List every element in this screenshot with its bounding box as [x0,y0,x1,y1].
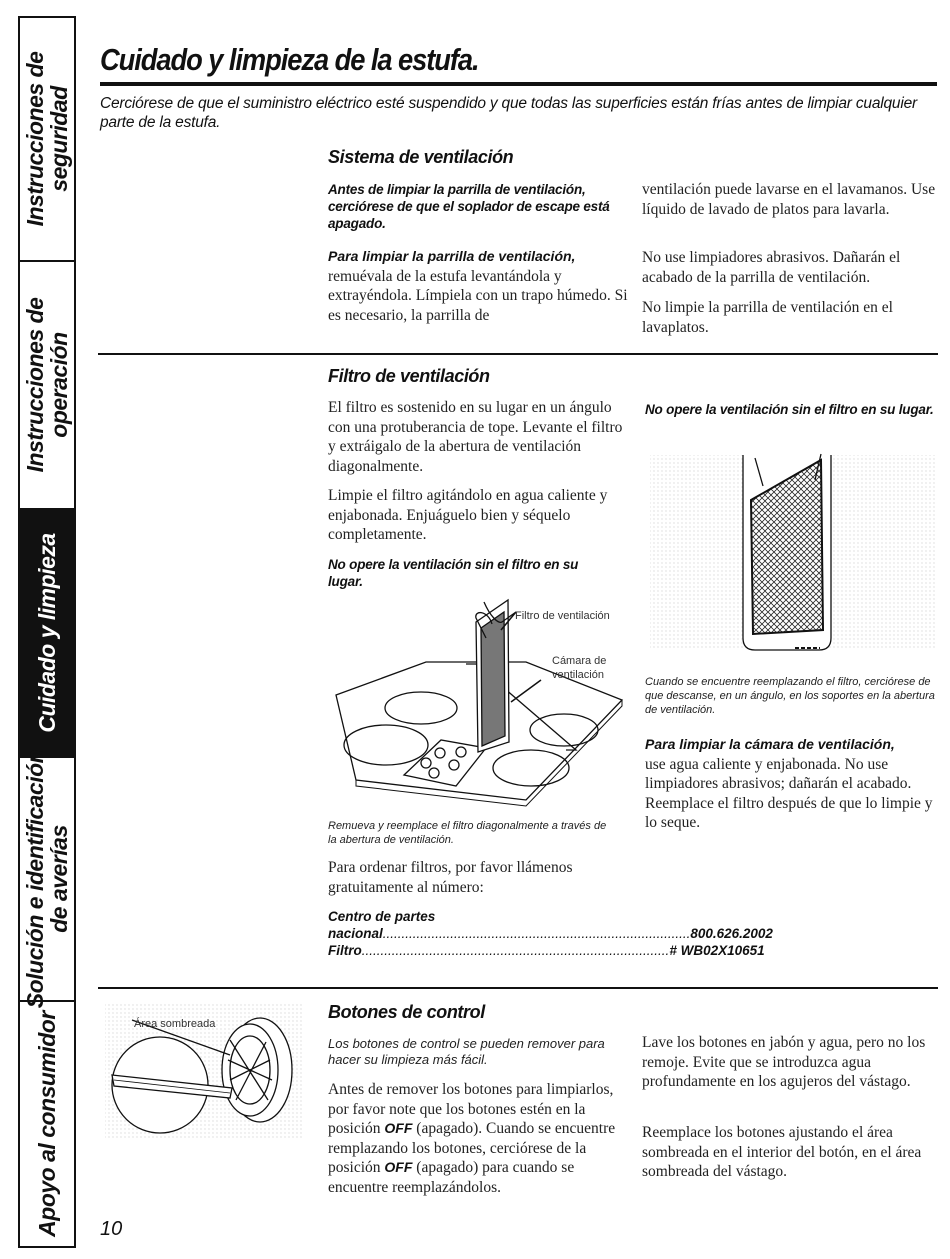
tab-consumer-support[interactable] [20,1002,74,1246]
parts-info [328,908,773,959]
knobs-text-3: Reemplace los botones ajustando el área sombreada en el interior del botón, en el área sombreada del vástago. [642,1124,922,1181]
grille-heading: Sistema de ventilación [328,147,514,167]
grille-warning: Antes de limpiar la parrilla de ventilación, cerciórese de que el soplador de escape está apagado. [328,182,610,231]
section-divider [98,353,938,355]
parts-title: Centro de partes [328,909,436,924]
grille-text-1: Para limpiar la parrilla de ventilación, remuévala de la estufa levantándola y extrayéndola. Límpiela con un trapo húmedo. Si es necesario, la parrilla de [328,248,628,324]
tab-operation[interactable] [20,262,74,510]
side-tabs [18,16,76,1248]
chamber-label-1: Cámara de [552,655,607,667]
grille-text-2: ventilación puede lavarse en el lavamanos. Use líquido de lavado de platos para lavarla. [642,181,936,218]
title-rule [100,82,937,86]
tab-safety[interactable] [20,18,74,262]
filter-heading: Filtro de ventilación [328,366,490,386]
tab-label: Cuidado y limpieza [34,533,60,733]
section-divider [98,987,938,989]
page-number: 10 [100,1218,123,1240]
knobs-text-2: Lave los botones en jabón y agua, pero no los remoje. Evite que se introduzca agua profundamente en los agujeros del vástago. [642,1034,926,1091]
filter-warning: No opere la ventilación sin el filtro en su lugar. [328,557,579,589]
knobs-text-1: Antes de remover los botones para limpiarlos, por favor note que los botones estén en la posición OFF (apagado). Cuando se encuentre remplazando los botones, cerciórese de la posición OFF (apagado) para cuando se encuentre reemplazándolos. [328,1081,616,1196]
order-text: Para ordenar filtros, por favor llámenos gratuitamente al número: [328,859,573,896]
cooktop-filter-illustration [326,600,626,810]
tab-troubleshooting[interactable] [20,749,74,1009]
tab-label: Instrucciones de operación [22,297,72,473]
chamber-text: Para limpiar la cámara de ventilación, use agua caliente y enjabonada. No use limpiadores abrasivos; dañarán el acabado. Reemplace el filtro después de que lo limpie y lo seque. [645,736,933,832]
tab-care-cleaning[interactable] [20,510,74,758]
right-filter-warning: No opere la ventilación sin el filtro en su lugar. [645,402,934,417]
parts-phone-row: nacional .................................................................................. 800.626.2002 [328,926,773,941]
intro-text: Cerciórese de que el suministro eléctrico esté suspendido y que todas las superficies están frías antes de limpiar cualquier parte de la estufa. [100,95,917,131]
right-filter-caption: Cuando se encuentre reemplazando el filtro, cerciórese de que descanse, en un ángulo, en los soportes en la abertura de ventilación. [645,676,935,716]
filter-caption: Remueva y reemplace el filtro diagonalmente a través de la abertura de ventilación. [328,820,607,846]
chamber-label-2: ventilación [552,669,604,681]
knobs-heading: Botones de control [328,1002,485,1022]
grille-text-4: No limpie la parrilla de ventilación en el lavaplatos. [642,299,893,336]
filter-part-row: Filtro .................................................................................. # WB02X10651 [328,943,765,958]
shaded-area-label: Área sombreada [134,1018,216,1030]
filter-text-2: Limpie el filtro agitándolo en agua caliente y enjabonada. Enjuáguelo bien y séquelo completamente. [328,487,608,544]
page-title: Cuidado y limpieza de la estufa. [100,42,479,77]
tab-label: Instrucciones de seguridad [22,51,72,227]
vent-filter-illustration [645,450,940,662]
knobs-subtitle: Los botones de control se pueden remover para hacer su limpieza más fácil. [328,1036,605,1067]
grille-text-3: No use limpiadores abrasivos. Dañarán el acabado de la parrilla de ventilación. [642,249,901,286]
filter-label: Filtro de ventilación [515,610,610,622]
tab-label: Apoyo al consumidor [34,1011,60,1237]
tab-label: Solución e identificación de averías [22,749,72,1009]
filter-text-1: El filtro es sostenido en su lugar en un ángulo con una protuberancia de tope. Levante el filtro y extráigalo de la abertura de ventilación diagonalmente. [328,399,623,475]
